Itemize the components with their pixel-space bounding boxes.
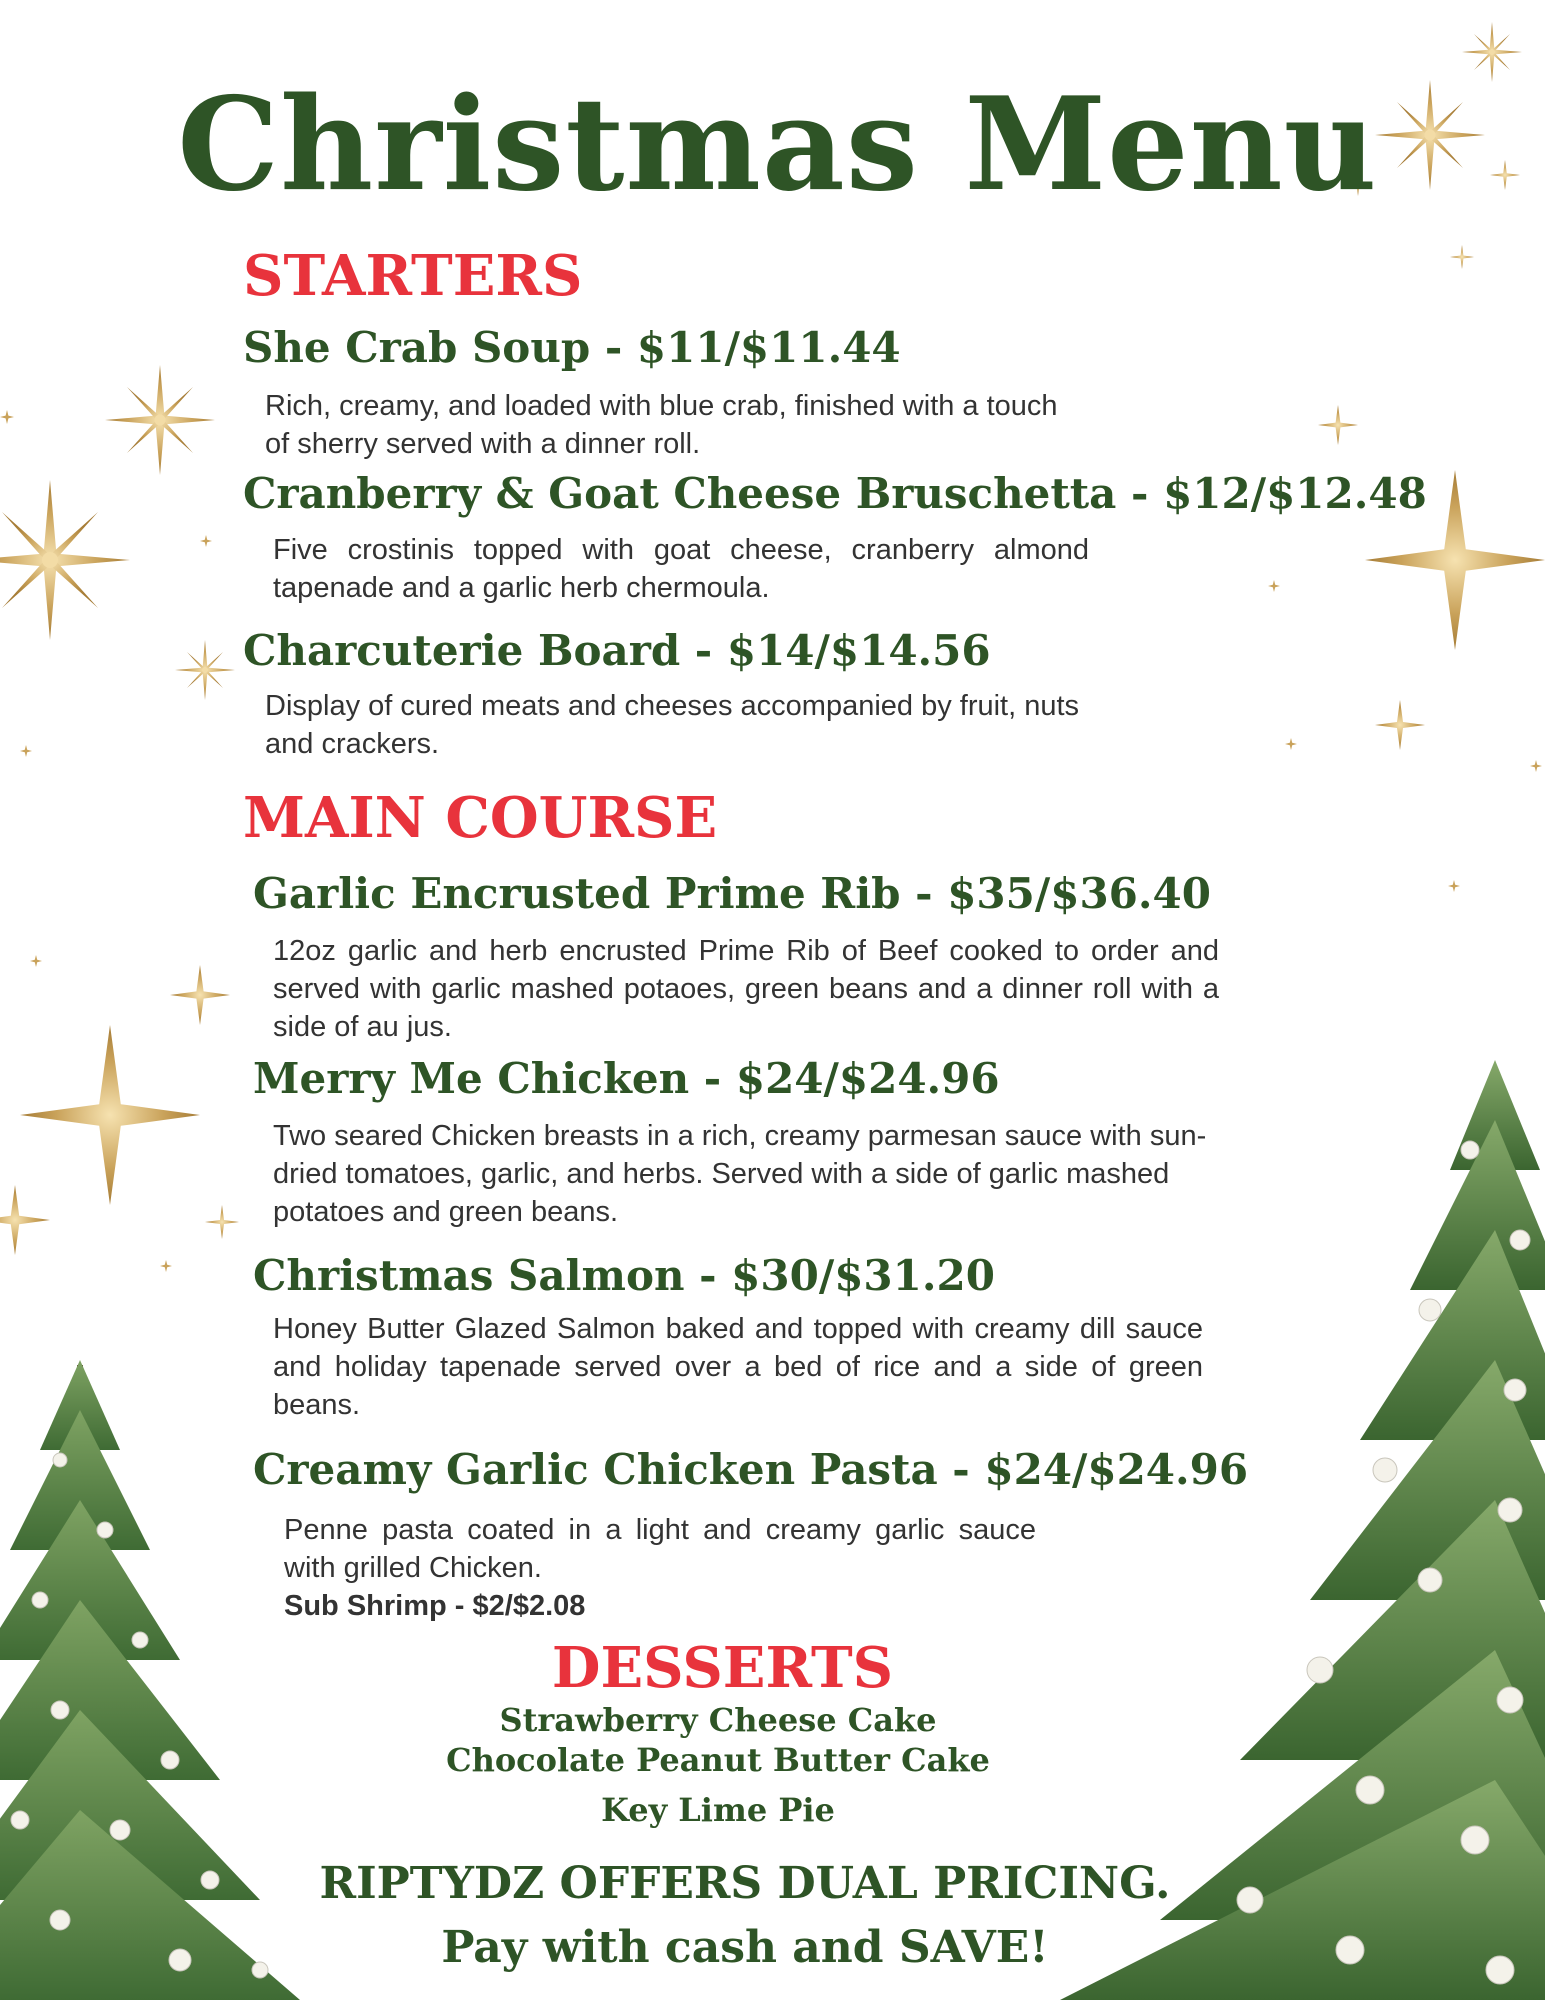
gold-sparkle-icon	[160, 1260, 172, 1272]
dessert-item: Chocolate Peanut Butter Cake	[446, 1741, 990, 1779]
starters-heading: STARTERS	[243, 243, 583, 309]
menu-item-description: 12oz garlic and herb encrusted Prime Rib of Beef cooked to order and served with garlic mashed potaoes, green beans and a dinner roll with a side of au jus.	[273, 935, 1219, 1043]
dual-pricing-notice: RIPTYDZ OFFERS DUAL PRICING.	[319, 1858, 1171, 1909]
dessert-item: Strawberry Cheese Cake	[499, 1701, 937, 1739]
gold-sparkle-icon	[205, 1205, 239, 1239]
gold-sparkle-icon	[30, 955, 42, 967]
menu-title: Christmas Menu	[177, 70, 1378, 220]
menu-item-description: Honey Butter Glazed Salmon baked and topped with creamy dill sauce and holiday tapenade served over a bed of rice and a side of green beans.	[273, 1313, 1203, 1421]
menu-item-description: Two seared Chicken breasts in a rich, creamy parmesan sauce with sun-dried tomatoes, garlic, and herbs. Served with a side of garlic mashed potatoes and green beans.	[273, 1120, 1207, 1228]
gold-sparkle-icon	[0, 480, 130, 640]
menu-item-name: Creamy Garlic Chicken Pasta - $24/$24.96	[253, 1445, 1249, 1494]
gold-sparkle-icon	[200, 535, 212, 547]
gold-sparkle-icon	[1268, 580, 1280, 592]
gold-sparkle-icon	[1285, 738, 1297, 750]
menu-item-description: Display of cured meats and cheeses accompanied by fruit, nuts and crackers.	[265, 690, 1080, 760]
menu-item-description: Penne pasta coated in a light and creamy garlic sauce with grilled Chicken.	[284, 1514, 1036, 1584]
main-course-heading: MAIN COURSE	[243, 785, 718, 851]
gold-sparkle-icon	[0, 1175, 50, 1265]
dessert-item: Key Lime Pie	[601, 1791, 835, 1829]
gold-sparkle-icon	[1375, 700, 1425, 750]
menu-item-name: She Crab Soup - $11/$11.44	[243, 323, 901, 372]
gold-sparkle-icon	[1318, 400, 1358, 450]
desserts-heading: DESSERTS	[551, 1635, 894, 1701]
gold-sparkle-icon	[1530, 760, 1542, 772]
gold-sparkle-icon	[105, 365, 215, 475]
menu-item-name: Cranberry & Goat Cheese Bruschetta - $12/$12.48	[243, 469, 1427, 518]
gold-sparkle-icon	[1448, 880, 1460, 892]
menu-item-description: Five crostinis topped with goat cheese, cranberry almond tapenade and a garlic herb chermoula.	[273, 534, 1089, 604]
gold-sparkle-icon	[0, 410, 14, 424]
sub-shrimp-option: Sub Shrimp - $2/$2.08	[284, 1590, 586, 1622]
gold-sparkle-icon	[20, 745, 32, 757]
menu-item-description: Rich, creamy, and loaded with blue crab, finished with a touch of sherry served with a dinner roll.	[265, 390, 1058, 460]
menu-item-name: Garlic Encrusted Prime Rib - $35/$36.40	[253, 869, 1211, 918]
gold-sparkle-icon	[1450, 245, 1474, 269]
menu-item-name: Charcuterie Board - $14/$14.56	[243, 626, 991, 675]
menu-item-name: Merry Me Chicken - $24/$24.96	[253, 1054, 1000, 1103]
gold-sparkle-icon	[175, 640, 235, 700]
menu-item-name: Christmas Salmon - $30/$31.20	[253, 1251, 995, 1300]
cash-savings-notice: Pay with cash and SAVE!	[441, 1922, 1049, 1973]
